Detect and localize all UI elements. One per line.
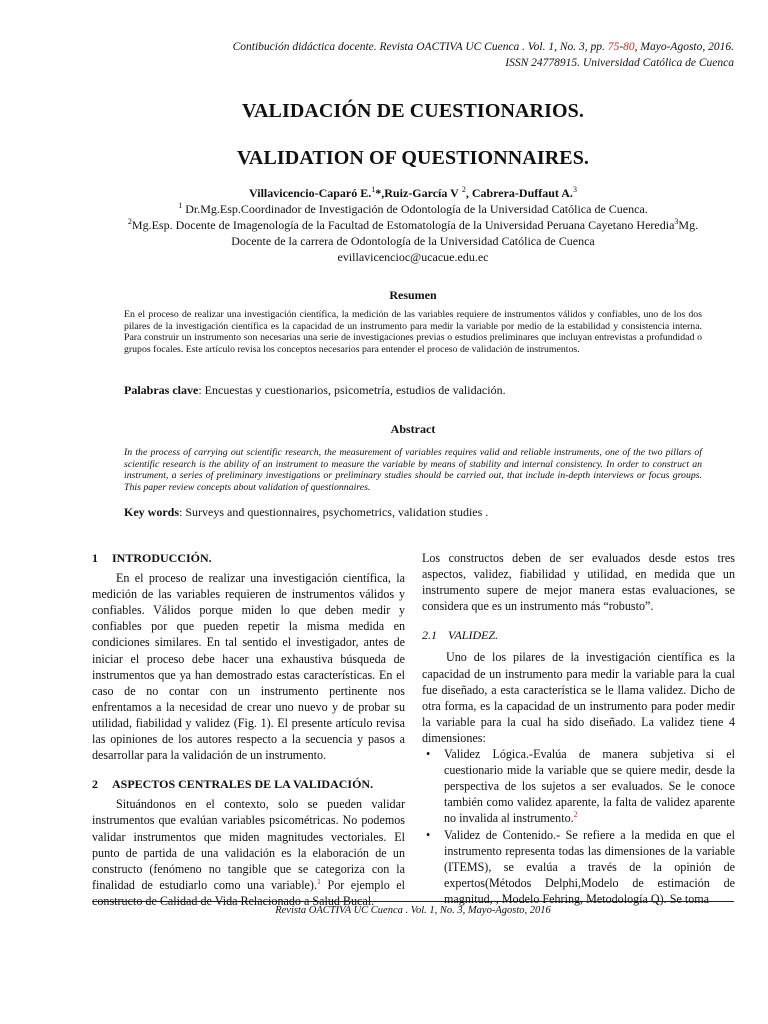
list-item-validez-contenido: [422, 827, 735, 907]
right-column: [422, 550, 735, 907]
author-sep: ,: [465, 186, 472, 200]
author-email[interactable]: evillavicencioc@ucacue.edu.ec: [337, 250, 489, 264]
header-issn: ISSN 24778915. Universidad Católica de Cuenca: [505, 56, 734, 69]
section-1-title: INTRODUCCIÓN.: [112, 551, 212, 565]
header-date: , Mayo-Agosto, 2016.: [634, 41, 734, 53]
key-words: [124, 505, 724, 520]
validez-paragraph: Uno de los pilares de la investigación científica es la capacidad de un instrumento para medir la variable para la cual fue diseñado, a esta característica se le llama validez. Dicho de otra forma, es la capacidad de un instrumento para poder medir la variable para la cual ha sido diseñado. La validez tiene 4 dimensiones:: [422, 650, 735, 745]
section-2-text-a: Situándonos en el contexto, solo se pueden validar instrumentos que evalúan variables psicométricas. No podemos validar instrumentos que miden magnitudes vectoriales. El punto de partida de una validación es la elaboración de un constructo (fenómeno no tangible que se categoriza con la finalidad de estudiarlo como una variable).: [92, 797, 405, 892]
author-3-affil: 3: [572, 185, 577, 194]
author-2: Ruiz-García V: [384, 186, 459, 200]
affiliation-2: [92, 217, 734, 233]
author-2-affil: 2: [461, 185, 466, 194]
bullet-1-text: Validez Lógica.-Evalúa de manera subjetiva si el cuestionario mide la variable que se quiere medir, desde la perspectiva de los sujetos a ser evaluados. Se le conoce también como validez aparente, la falta de validez aparente no invalida al instrumento.: [444, 747, 735, 826]
citation-link-1[interactable]: 1: [316, 876, 321, 886]
affiliation-1-num: 1: [178, 201, 183, 210]
author-line: [92, 185, 734, 201]
affiliation-2-num: 2: [127, 217, 132, 226]
resumen-heading: Resumen: [389, 288, 437, 302]
abstract-text: In the process of carrying out scientific research, the measurement of variables requires valid and reliable instruments, one of the two pillars of scientific research is the ability of an instrument to measure the variable by means of stability and internal consistency. In order to construct an instrument, a series of preliminary investigations or preliminary studies should be carried out, that include in-depth interviews or focus groups. This paper review concepts about validation of questionnaires.: [124, 447, 702, 493]
author-1: Villavicencio-Caparó E.: [249, 186, 372, 200]
page-start-link[interactable]: 75: [607, 41, 620, 53]
author-3: Cabrera-Duffaut A.: [471, 186, 573, 200]
subsection-2-1-heading: [422, 627, 735, 643]
title-english: VALIDATION OF QUESTIONNAIRES.: [236, 147, 590, 169]
page-dash: -: [619, 41, 624, 53]
resumen-text: En el proceso de realizar una investigación científica, la medición de las variables requiere de instrumentos válidos y confiables, uno de los dos pilares de la investigación científica es la capacidad de un instrumento para medir la variable por medio de la estabilidad y consistencia interna. Para construir un instrumento son necesarias una serie de investigaciones previas o estudios preliminares que incluyan entrevistas a profundidad o grupos focales. Este artículo revisa los conceptos necesarios para entender el proceso de validación de instrumentos.: [124, 309, 702, 355]
affiliation-3-num: 3: [674, 217, 679, 226]
running-header: [92, 40, 734, 71]
section-2-paragraph: [92, 796, 405, 909]
abstract-heading: Abstract: [390, 422, 436, 436]
affiliation-1: [92, 201, 734, 217]
key-words-label: Key words: [124, 505, 179, 519]
corresponding-mark: *,: [375, 186, 385, 200]
page-end-link[interactable]: 80: [623, 41, 635, 53]
section-1-paragraph: En el proceso de realizar una investigación científica, la medición de las variables requieren de instrumentos válidos y confiables. Válidos porque miden lo que deben medir y confiables por que pueden repetir la misma medida en condiciones similares. En tal sentido el investigador, antes de iniciar el proceso debe hacer una exhaustiva búsqueda de instrumentos que ya han demostrado estas características. En el caso de no contar con un instrumento pertinente nos enfrentamos a la necesidad de crear uno nuevo y de probar su utilidad, fiabilidad y validez (Fig. 1). El presente artículo revisa las opiniones de los autores respecto a la secuencia y pasos a desarrollar para la validación de un instrumento.: [92, 571, 405, 763]
header-citation: Contibución didáctica docente. Revista OACTIVA UC Cuenca . Vol. 1, No. 3, pp.: [232, 41, 608, 53]
running-footer: Revista OACTIVA UC Cuenca . Vol. 1, No. 3, Mayo-Agosto, 2016: [275, 905, 551, 916]
list-item-validez-logica: [422, 746, 735, 826]
subsection-2-1-number: 2.1: [422, 628, 437, 643]
constructs-paragraph: Los constructos deben de ser evaluados desde estos tres aspectos, validez, fiabilidad y utilidad, en medida que un instrumento supere de mejor manera estas evaluaciones, se considera que es un instrumento más “robusto”.: [422, 551, 735, 614]
key-words-text: : Surveys and questionnaires, psychometrics, validation studies .: [179, 505, 489, 519]
bullet-2-text: Validez de Contenido.- Se refiere a la medida en que el instrumento representa todas las dimensiones de la variable (ITEMS), se evalúa a través de la opinión de expertos(Métodos Delphi,Modelo de estimación de magnitud, , Modelo Fehring, Metodología Q). Se toma: [444, 827, 735, 906]
palabras-clave-text: : Encuestas y cuestionarios, psicometría, estudios de validación.: [198, 383, 506, 397]
affiliation-3-start: Mg.: [678, 218, 699, 232]
affiliation-2-text: Mg.Esp. Docente de Imagenología de la Facultad de Estomatología de la Universidad Peruana Cayetano Heredia: [131, 218, 675, 232]
palabras-clave: [124, 383, 724, 398]
section-1-heading: [92, 550, 405, 566]
section-1-number: 1: [92, 551, 98, 565]
citation-link-2[interactable]: 2: [573, 810, 578, 820]
author-block: [92, 185, 734, 265]
subsection-2-1-title: VALIDEZ.: [448, 628, 499, 643]
bullet-2-marker: •: [426, 827, 431, 842]
affiliation-3: Docente de la carrera de Odontología de la Universidad Católica de Cuenca: [231, 234, 595, 248]
section-2-heading: [92, 776, 405, 792]
left-column: [92, 550, 405, 909]
section-2-text-b: Por ejemplo el constructo de Calidad de Vida Relacionado a Salud Bucal.: [92, 877, 406, 908]
title-spanish: VALIDACIÓN DE CUESTIONARIOS.: [242, 100, 584, 122]
footer-rule: [92, 901, 734, 902]
section-2-number: 2: [92, 777, 98, 792]
bullet-1-marker: •: [426, 747, 431, 762]
section-2-title: ASPECTOS CENTRALES DE LA VALIDACIÓN.: [112, 777, 374, 792]
header-line-1: [92, 40, 734, 56]
palabras-clave-label: Palabras clave: [124, 383, 199, 397]
affiliation-1-text: Dr.Mg.Esp.Coordinador de Investigación de Odontología de la Universidad Católica de Cuenca.: [182, 202, 648, 216]
author-1-affil: 1: [371, 185, 376, 194]
validity-dimensions-list: [422, 746, 735, 907]
